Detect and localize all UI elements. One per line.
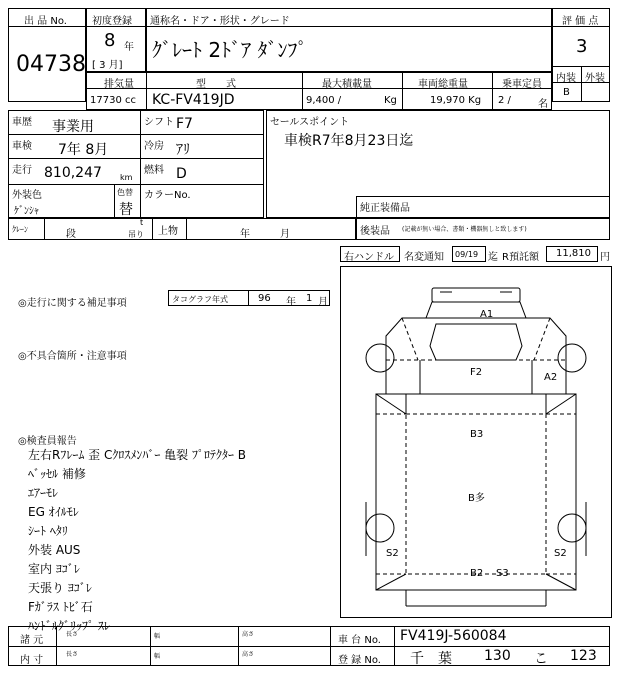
- inner-length-label: 長さ: [66, 651, 79, 658]
- capacity-unit: 名: [538, 99, 548, 110]
- mark-b-multi: B多: [468, 493, 485, 504]
- displacement-label: 排気量: [104, 79, 134, 90]
- gross-weight-value: 19,970 Kg: [430, 95, 482, 106]
- mileage-unit: km: [120, 173, 133, 182]
- model-label: 通称名・ドア・形状・グレード: [150, 16, 290, 27]
- chassis-number: FV419J-560084: [400, 628, 507, 644]
- capacity-label: 乗車定員: [502, 79, 542, 90]
- overall-score: 3: [576, 36, 588, 57]
- score-label: 評 価 点: [562, 16, 599, 27]
- front-left-wheel: [366, 344, 394, 372]
- crane-label: ｸﾚｰﾝ: [12, 225, 28, 234]
- color-label: 外装色: [12, 190, 42, 201]
- upper-year-label: 年: [240, 229, 250, 240]
- year-unit: 年: [124, 42, 134, 53]
- color-no-label: カラーNo.: [144, 190, 191, 201]
- interior-score: B: [563, 87, 570, 98]
- exterior-label: 外装: [585, 73, 605, 84]
- mark-s2-left: S2: [386, 548, 399, 559]
- recycle-label: R預託額: [502, 252, 539, 263]
- inspector-line: 外装 AUS: [28, 543, 81, 557]
- reg-label: 登 録 No.: [338, 655, 381, 666]
- rear-right-wheel: [558, 514, 586, 542]
- max-load-label: 最大積載量: [322, 79, 372, 90]
- mark-b3: B3: [470, 429, 484, 440]
- rear-left-wheel: [366, 514, 394, 542]
- upper-label: 上物: [158, 226, 178, 237]
- aftermarket-note: (記載が無い場合、書類・機器無しと致します): [402, 226, 527, 233]
- deadline-label: 迄: [488, 252, 498, 263]
- inner-label: 内 寸: [20, 655, 44, 666]
- color-change-value: 替: [119, 202, 133, 218]
- inner-width-label: 幅: [154, 653, 161, 660]
- shift-value: F7: [176, 116, 193, 132]
- front-right-wheel: [558, 344, 586, 372]
- crane-row: [8, 218, 356, 240]
- mark-s3: S3: [496, 568, 509, 579]
- cab-outline: [386, 318, 566, 394]
- dims-label: 諸 元: [20, 635, 44, 646]
- mark-b2: B2: [470, 568, 484, 579]
- inspector-line: 室内 ﾖｺﾞﾚ: [28, 562, 80, 576]
- inspector-line: 天張り ﾖｺﾞﾚ: [28, 581, 92, 595]
- stage-label: 段: [66, 229, 76, 240]
- color-change-label: 色替: [117, 188, 133, 197]
- defects-title: ◎不具合箇所・注意事項: [18, 351, 127, 362]
- inspector-line: ﾊﾝﾄﾞﾙｸﾞﾘｯﾌﾟ ｽﾚ: [28, 619, 110, 633]
- history-label: 車歴: [12, 117, 32, 128]
- fuel-label: 燃料: [144, 165, 164, 176]
- mark-f2: F2: [470, 367, 483, 378]
- max-load-value: 9,400 /: [306, 95, 342, 106]
- inner-height-label: 高さ: [242, 651, 255, 658]
- type-value: KC-FV419JD: [152, 92, 235, 108]
- ac-value: ｱﾘ: [176, 142, 190, 158]
- cab-door-right: [534, 318, 550, 360]
- tacho-year: 96: [258, 293, 271, 304]
- reg-kana: こ: [534, 651, 548, 667]
- first-reg-month: [ 3 月]: [92, 60, 123, 71]
- mileage-value: 810,247: [44, 165, 102, 181]
- cab-door-left: [402, 318, 418, 360]
- bed-corner-bl: [376, 574, 406, 590]
- inspector-line: EG ｵｲﾙﾓﾚ: [28, 505, 79, 519]
- reg-number: 123: [570, 648, 597, 664]
- dims-height-label: 高さ: [242, 631, 255, 638]
- bed-corner-tr: [546, 394, 576, 414]
- tacho-month: 1: [306, 293, 313, 304]
- tacho-month-unit: 月: [318, 297, 328, 308]
- bed-corner-tl: [376, 394, 406, 414]
- inspector-title: ◎検査員報告: [18, 436, 77, 447]
- sales-point-label: セールスポイント: [270, 117, 350, 128]
- reg-region: 千 葉: [410, 651, 452, 667]
- mark-a1: A1: [480, 309, 494, 320]
- name-change-date: 09/19: [455, 250, 479, 259]
- ton-label: t: [140, 218, 144, 227]
- chassis-label: 車 台 No.: [338, 635, 381, 646]
- mileage-label: 走行: [12, 165, 32, 176]
- sales-point-text: 車検R7年8月23日迄: [284, 133, 414, 149]
- displacement-value: 17730 cc: [90, 95, 136, 106]
- details-box: [8, 110, 264, 218]
- supplement-title: ◎走行に関する補足事項: [18, 298, 127, 309]
- reg-class: 130: [484, 648, 511, 664]
- inspector-line: ﾍﾞｯｾﾙ 補修: [28, 467, 86, 481]
- capacity-value: 2 /: [498, 95, 511, 106]
- mark-s2-right: S2: [554, 548, 567, 559]
- inspector-line: ｴｱｰﾓﾚ: [28, 486, 59, 500]
- steering-value: 右ハンドル: [344, 252, 394, 263]
- recycle-unit: 円: [600, 252, 610, 263]
- windshield: [430, 324, 522, 360]
- lot-number: 04738: [16, 52, 86, 77]
- history-value: 事業用: [52, 119, 94, 135]
- fuel-value: D: [176, 166, 187, 182]
- interior-label: 内装: [556, 73, 576, 84]
- type-label: 型 式: [196, 79, 236, 90]
- cab-roof-outline: [432, 288, 520, 302]
- recycle-amount: 11,810: [556, 248, 591, 259]
- ac-label: 冷房: [144, 141, 164, 152]
- shift-label: シフト: [144, 117, 174, 128]
- tacho-label: タコグラフ年式: [172, 295, 228, 304]
- gross-weight-label: 車両総重量: [418, 79, 468, 90]
- aftermarket-label: 後装品: [360, 226, 390, 237]
- windshield-top: [426, 302, 526, 318]
- dims-length-label: 長さ: [66, 631, 79, 638]
- mark-a2: A2: [544, 372, 558, 383]
- inspector-line: 左右Rﾌﾚｰﾑ 歪 Cｸﾛｽﾒﾝﾊﾞｰ 亀裂 ﾌﾟﾛﾃｸﾀｰ B: [28, 448, 247, 462]
- truck-diagram: [340, 266, 612, 618]
- name-change-label: 名変通知: [404, 252, 444, 263]
- dims-width-label: 幅: [154, 633, 161, 640]
- genuine-equipment-label: 純正装備品: [360, 203, 410, 214]
- model-name: ｸﾞﾚｰﾄ 2ﾄﾞｱ ﾀﾞﾝﾌﾟ: [152, 38, 308, 62]
- max-load-unit: Kg: [384, 95, 397, 106]
- inspector-line: ｼｰﾄ ﾍﾀﾘ: [28, 524, 68, 538]
- inspection-label: 車検: [12, 141, 32, 152]
- inspection-value: 7年 8月: [58, 142, 109, 158]
- bed-corner-br: [546, 574, 576, 590]
- inspector-line: Fｶﾞﾗｽ ﾄﾋﾞ石: [28, 600, 93, 614]
- first-reg-year: 8: [104, 30, 116, 51]
- hook-label: 吊り: [128, 230, 144, 239]
- lot-label: 出 品 No.: [24, 16, 67, 27]
- first-reg-label: 初度登録: [92, 16, 132, 27]
- color-value: ｹﾞﾝｼｬ: [14, 206, 39, 217]
- upper-month-label: 月: [280, 229, 290, 240]
- tacho-year-unit: 年: [286, 297, 296, 308]
